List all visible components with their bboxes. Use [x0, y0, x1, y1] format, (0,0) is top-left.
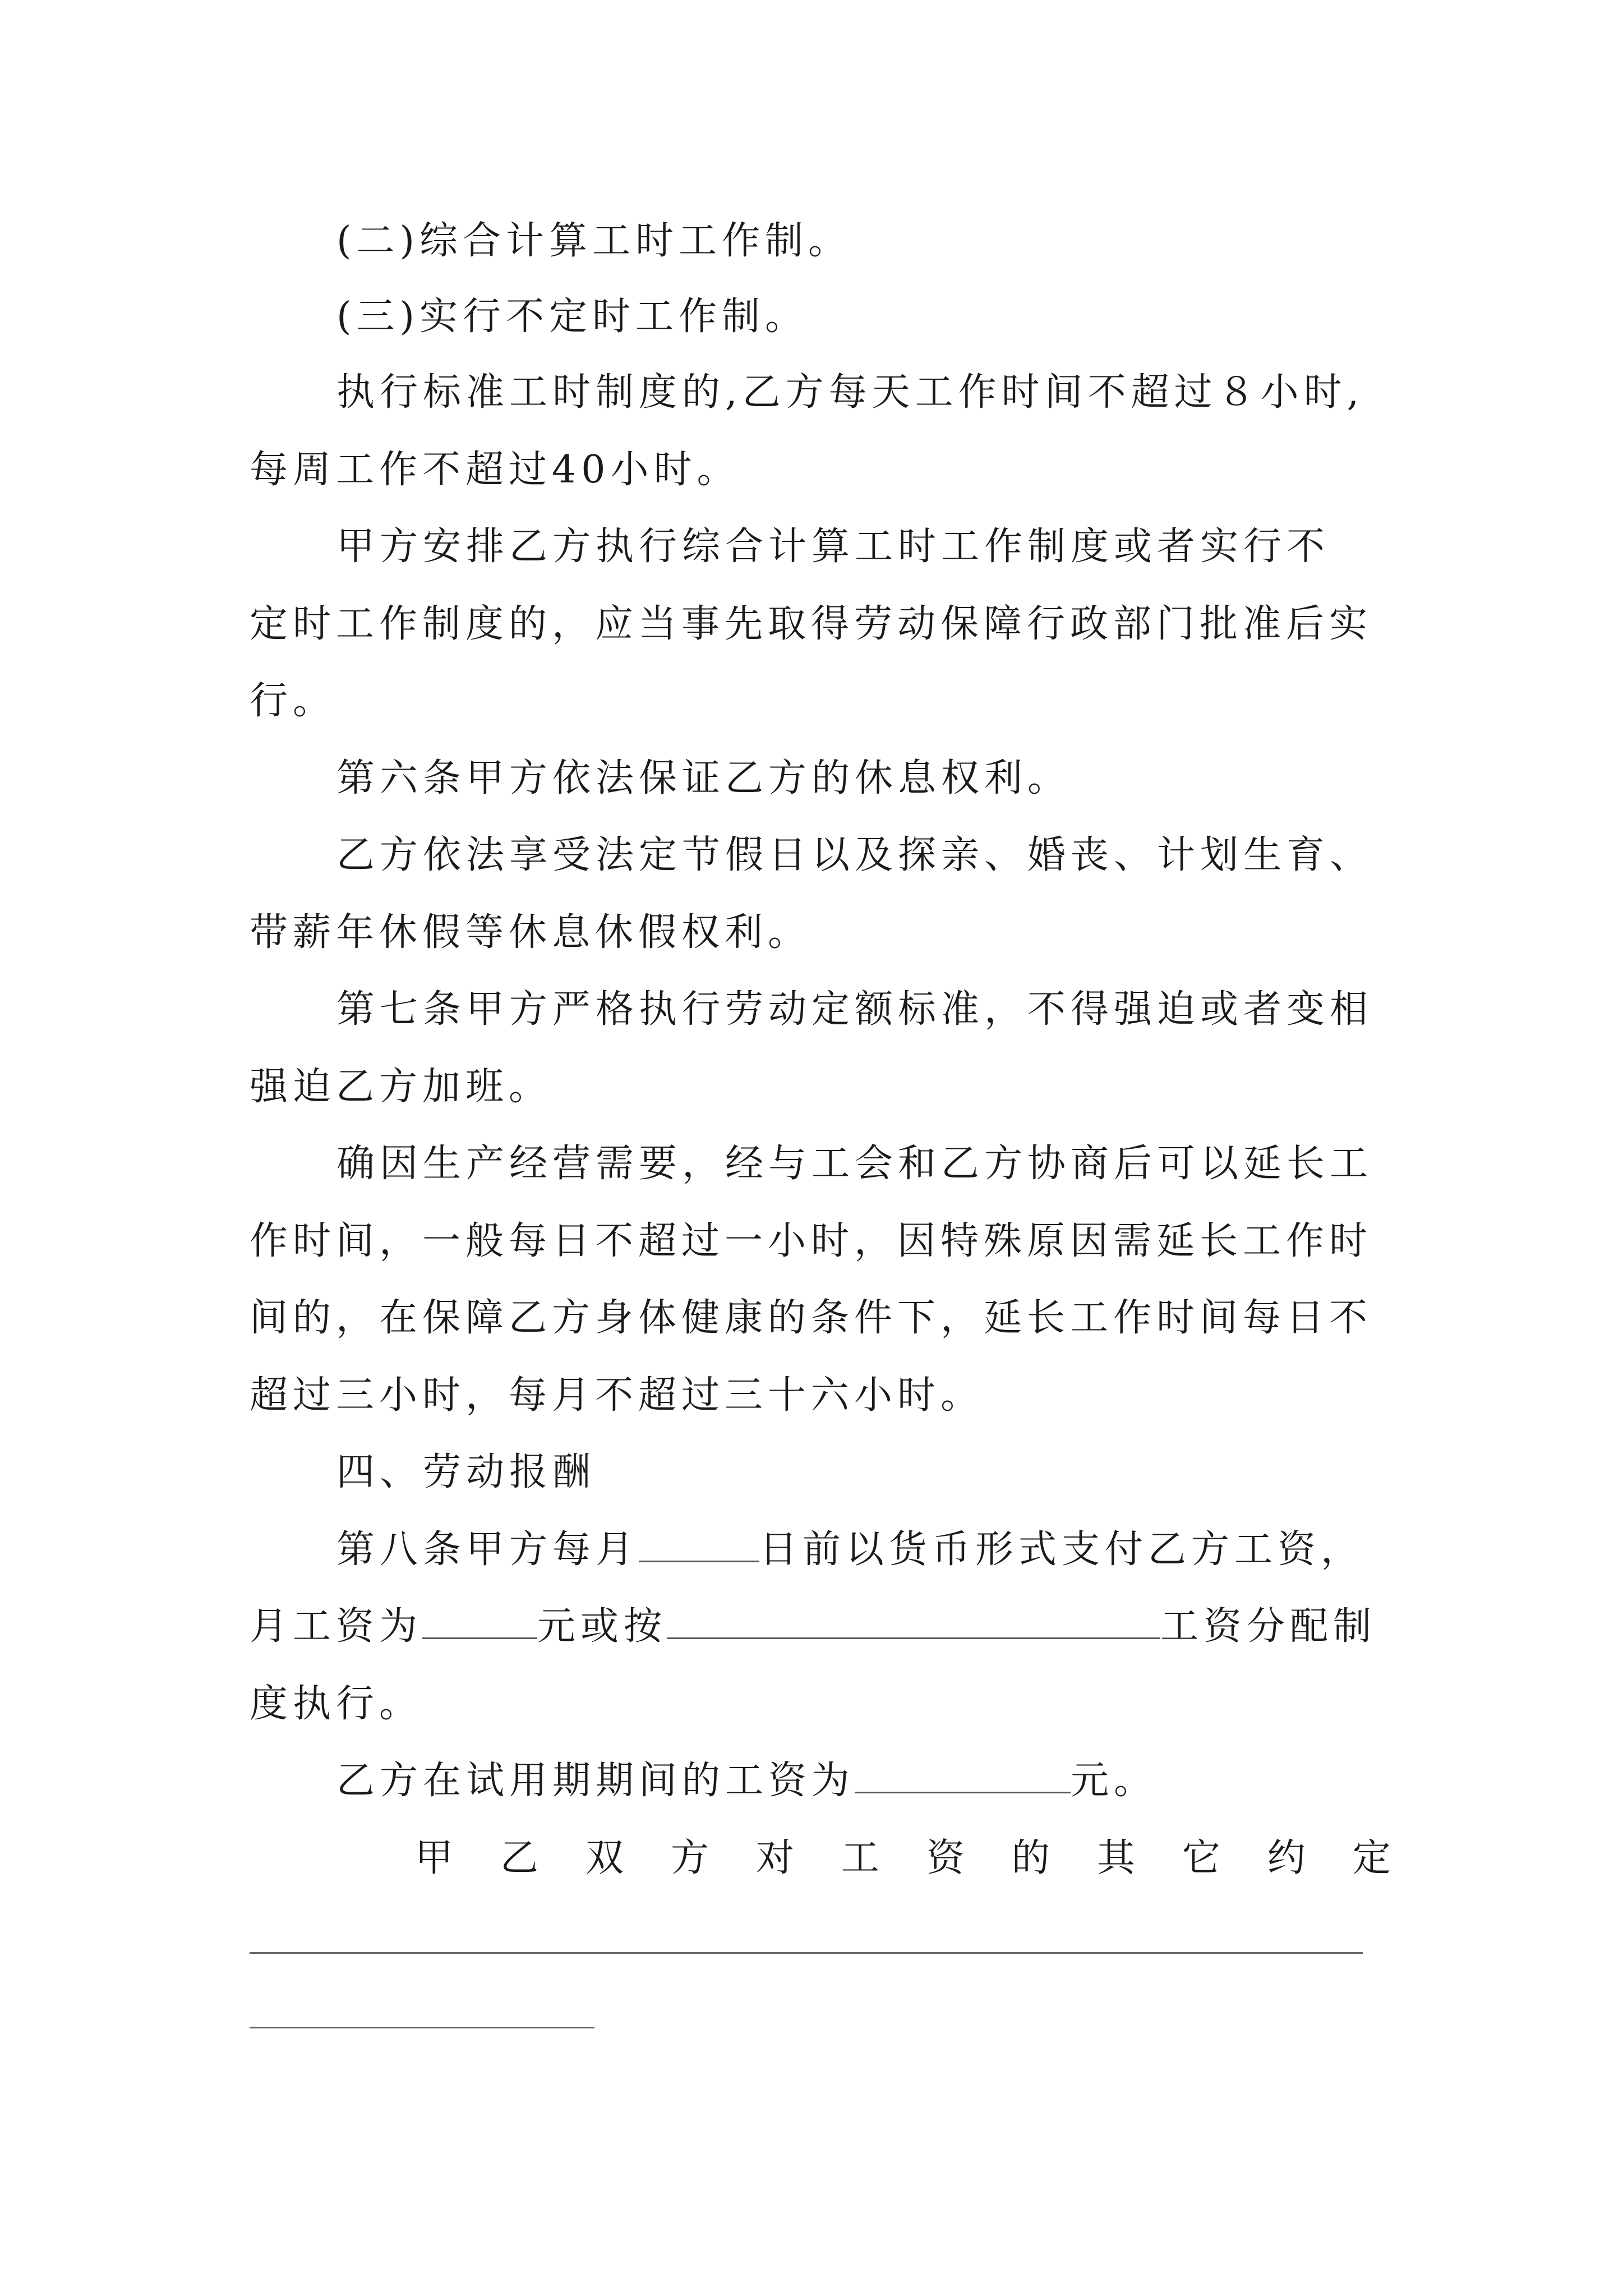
char: 定 — [1352, 1836, 1391, 1880]
other-terms-heading — [415, 1833, 1391, 1884]
text-line: 定时工作制度的，应当事先取得劳动保障行政部门批准后实 — [250, 602, 1373, 646]
text-line: 超过三小时，每月不超过三十六小时。 — [250, 1373, 984, 1418]
text-line: (二)综合计算工时工作制。 — [336, 219, 852, 263]
char: 乙 — [500, 1836, 538, 1880]
char: 对 — [755, 1836, 794, 1880]
text-line: 第七条甲方严格执行劳动定额标准，不得强迫或者变相 — [336, 987, 1373, 1032]
text-line: 强迫乙方加班。 — [250, 1065, 552, 1109]
char: 工 — [841, 1836, 879, 1880]
char: 约 — [1267, 1836, 1306, 1880]
text-span: 元。 — [1071, 1759, 1158, 1803]
text-line: 执行标准工时制度的,乙方每天工作时间不超过８小时, — [336, 370, 1364, 415]
probation-wage-line — [336, 1756, 1157, 1806]
probation-wage-blank[interactable] — [855, 1757, 1071, 1793]
section-heading: 四、劳动报酬 — [336, 1450, 596, 1494]
pay-day-blank[interactable] — [639, 1526, 759, 1562]
text-line: 每周工作不超过40小时。 — [250, 448, 740, 492]
text-line: 甲方安排乙方执行综合计算工时工作制度或者实行不 — [336, 524, 1330, 569]
text-line: 间的，在保障乙方身体健康的条件下，延长工作时间每日不 — [250, 1296, 1373, 1340]
article-8-line-2 — [250, 1602, 1376, 1652]
fill-in-line[interactable] — [250, 1952, 1363, 1954]
monthly-wage-blank[interactable] — [422, 1603, 537, 1639]
text-line: 确因生产经营需要，经与工会和乙方协商后可以延长工 — [336, 1142, 1373, 1186]
article-8-line-1 — [336, 1525, 1364, 1575]
char: 其 — [1096, 1836, 1135, 1880]
char: 双 — [585, 1836, 624, 1880]
text-line: 行。 — [250, 679, 336, 723]
text-span: 工资分配制 — [1160, 1604, 1377, 1649]
text-span: 第八条甲方每月 — [336, 1527, 639, 1572]
text-line: 度执行。 — [250, 1682, 423, 1726]
text-line: (三)实行不定时工作制。 — [336, 295, 809, 339]
text-line: 乙方依法享受法定节假日以及探亲、婚丧、计划生育、 — [336, 833, 1373, 877]
text-span: 月工资为 — [250, 1604, 423, 1649]
text-line: 带薪年休假等休息休假权利。 — [250, 910, 811, 955]
fill-in-line[interactable] — [250, 2027, 594, 2028]
text-line: 第六条甲方依法保证乙方的休息权利。 — [336, 756, 1071, 800]
text-line: 作时间，一般每日不超过一小时，因特殊原因需延长工作时 — [250, 1219, 1373, 1263]
wage-system-blank[interactable] — [667, 1603, 1160, 1639]
char: 它 — [1182, 1836, 1220, 1880]
char: 方 — [670, 1836, 709, 1880]
text-span: 乙方在试用期期间的工资为 — [336, 1759, 855, 1803]
text-span: 日前以货币形式支付乙方工资， — [759, 1527, 1364, 1572]
text-span: 元或按 — [537, 1604, 667, 1649]
char: 资 — [926, 1836, 965, 1880]
char: 的 — [1011, 1836, 1050, 1880]
char: 甲 — [415, 1836, 454, 1880]
